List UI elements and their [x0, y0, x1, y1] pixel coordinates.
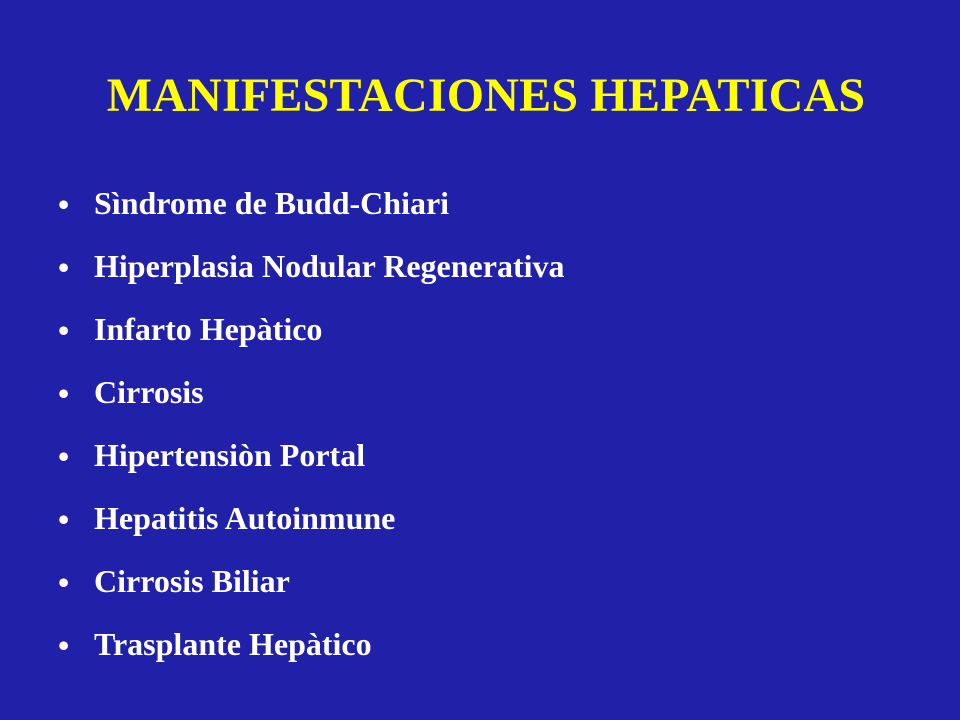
bullet-text: Sìndrome de Budd-Chiari — [94, 185, 450, 221]
bullet-icon: • — [58, 185, 70, 222]
bullet-item — [58, 298, 565, 361]
slide-title: MANIFESTACIONES HEPATICAS — [106, 69, 866, 122]
bullet-text: Hipertensiòn Portal — [94, 437, 366, 473]
bullet-text: Trasplante Hepàtico — [94, 626, 372, 662]
bullet-item — [58, 613, 565, 676]
bullet-item — [58, 550, 565, 613]
bullet-item — [58, 361, 565, 424]
bullet-icon: • — [58, 248, 70, 285]
bullet-icon: • — [58, 626, 70, 663]
bullet-item — [58, 487, 565, 550]
bullet-item — [58, 235, 565, 298]
bullet-text: Cirrosis — [94, 374, 204, 410]
bullet-item — [58, 172, 565, 235]
bullet-icon: • — [58, 311, 70, 348]
bullet-icon: • — [58, 437, 70, 474]
bullet-text: Infarto Hepàtico — [94, 311, 323, 347]
bullet-text: Hepatitis Autoinmune — [94, 500, 396, 536]
bullet-icon: • — [58, 500, 70, 537]
bullet-icon: • — [58, 563, 70, 600]
bullet-item — [58, 424, 565, 487]
bullet-text: Cirrosis Biliar — [94, 563, 290, 599]
bullet-text: Hiperplasia Nodular Regenerativa — [94, 248, 565, 284]
bullet-list — [58, 172, 565, 676]
bullet-icon: • — [58, 374, 70, 411]
